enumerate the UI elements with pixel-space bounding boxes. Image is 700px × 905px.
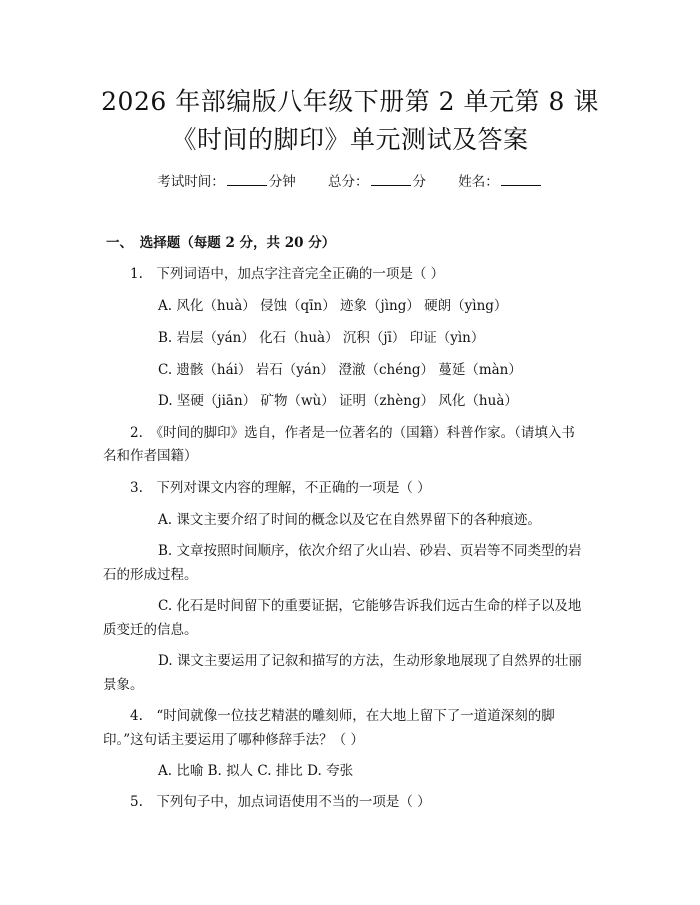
question-1-option-c: C. 遗骸（hái） 岩石（yán） 澄澈（chéng） 蔓延（màn） [158,362,522,378]
question-3-option-d-line2: 景象。 [103,677,144,693]
question-2-line2: 名和作者国籍） [103,448,198,464]
page-title-line1: 2026 年部编版八年级下册第 2 单元第 8 课 [101,87,599,116]
page-title-line2: 《时间的脚印》单元测试及答案 [171,125,529,154]
total-score-unit: 分 [412,174,426,190]
exam-time-field [157,174,300,190]
question-4-line1: 4. “时间就像一位技艺精湛的雕刻师，在大地上留下了一道道深刻的脚 [130,708,555,724]
question-3-option-a: A. 课文主要介绍了时间的概念以及它在自然界留下的各种痕迹。 [158,512,541,528]
student-name-label: 姓名： [458,174,499,190]
question-4-line2: 印。”这句话主要运用了哪种修辞手法？（ ） [103,732,364,748]
exam-meta [0,170,700,190]
question-1-option-a: A. 风化（huà） 侵蚀（qīn） 迹象（jìng） 硬朗（yìng） [158,298,508,314]
exam-time-unit: 分钟 [268,174,296,190]
question-3-option-b-line1: B. 文章按照时间顺序，依次介绍了火山岩、砂岩、页岩等不同类型的岩 [158,543,582,559]
question-4-options: A. 比喻 B. 拟人 C. 排比 D. 夸张 [158,763,354,779]
total-score-field [328,174,430,190]
question-3-option-d-line1: D. 课文主要运用了记叙和描写的方法，生动形象地展现了自然界的壮丽 [158,653,582,669]
exam-time-label: 考试时间： [157,174,225,190]
exam-time-blank [227,173,267,186]
question-1-option-b: B. 岩层（yán） 化石（huà） 沉积（jī） 印证（yìn） [158,330,485,346]
total-score-blank [371,173,411,186]
question-5-stem: 5. 下列句子中，加点词语使用不当的一项是（ ） [130,794,431,810]
student-name-blank [501,173,541,186]
question-3-option-b-line2: 石的形成过程。 [103,567,198,583]
question-3-option-c-line2: 质变迁的信息。 [103,622,198,638]
question-1-option-d: D. 坚硬（jiān） 矿物（wù） 证明（zhèng） 风化（huà） [158,393,518,409]
student-name-field [458,174,543,190]
total-score-label: 总分： [328,174,369,190]
section-heading-choice: 一、 选择题（每题 2 分，共 20 分） [106,235,336,251]
question-2-line1: 2. 《时间的脚印》选自，作者是一位著名的（国籍）科普作家。（请填入书 [130,425,575,441]
question-1-stem: 1. 下列词语中，加点字注音完全正确的一项是（ ） [130,266,445,282]
question-3-stem: 3. 下列对课文内容的理解，不正确的一项是（ ） [130,480,431,496]
question-3-option-c-line1: C. 化石是时间留下的重要证据，它能够告诉我们远古生命的样子以及地 [158,598,582,614]
